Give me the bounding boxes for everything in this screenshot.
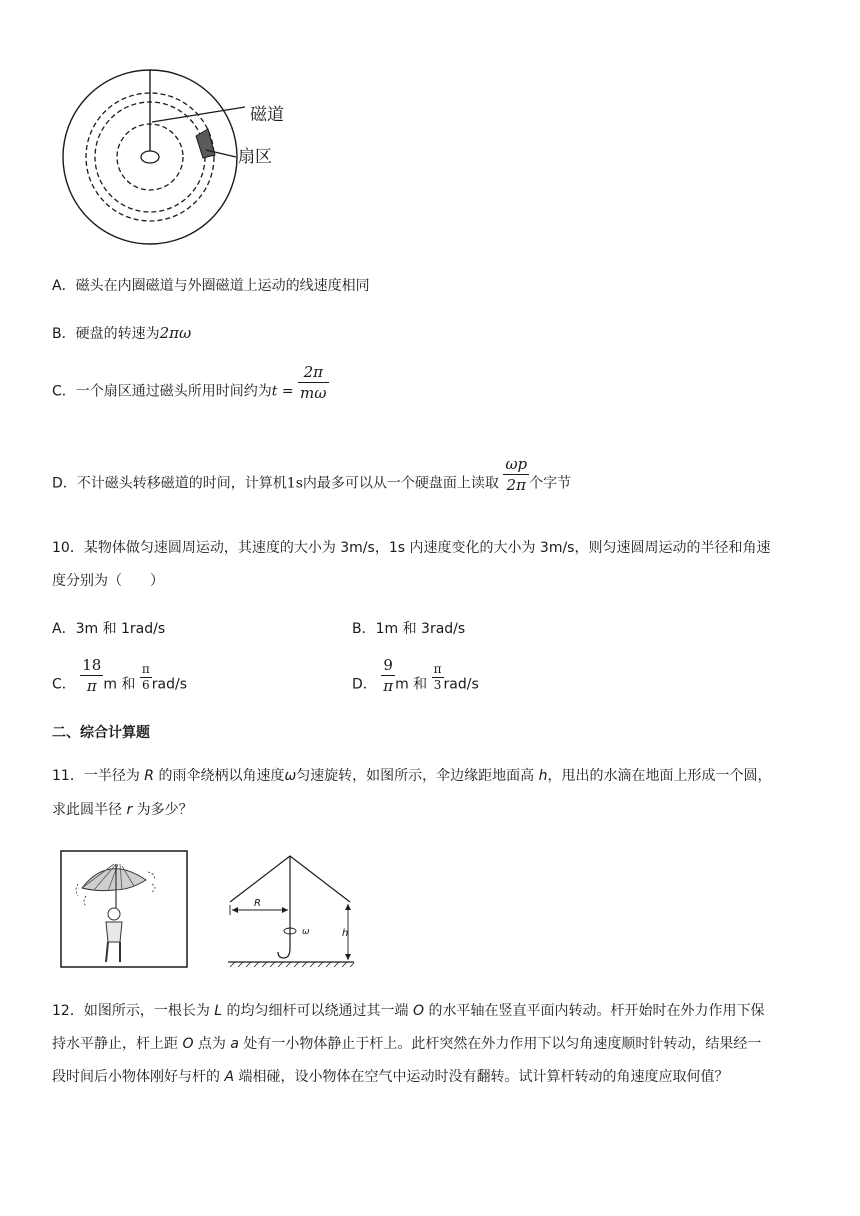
q10-option-d (352, 656, 479, 696)
q9-option-b (52, 323, 191, 344)
q9-option-d-1s: 1s (286, 475, 303, 492)
q10-c-label: C． (52, 676, 76, 693)
q12-text3: 的水平轴在竖直平面内转动。杆开始时在外力作用下保 (424, 1003, 765, 1019)
q9-c-numerator: 2π (298, 362, 328, 383)
q9-option-d-text3: 个字节 (529, 475, 572, 492)
q10-d-num1: 9 (381, 655, 395, 676)
omega-label: ω (302, 927, 310, 937)
q10-option-a: A．3m 和 1rad/s (52, 621, 166, 637)
q9-d-numerator: ωp (505, 455, 528, 473)
q9-c-denominator: mω (300, 384, 327, 402)
q11-var-r-big: R (144, 768, 154, 784)
q11-var-r: r (126, 802, 133, 818)
q12-stem-line1 (52, 1001, 764, 1021)
q12-var-l: L (214, 1003, 223, 1019)
q10-d-den2: 3 (433, 678, 442, 692)
q10-stem-line2: 度分别为（ ） (52, 573, 164, 589)
q10-c-fraction2 (140, 662, 152, 693)
q9-option-a: A．磁头在内圈磁道与外圈磁道上运动的线速度相同 (52, 278, 370, 294)
q10-c-num1: 18 (82, 656, 102, 674)
umbrella-photo (60, 850, 188, 968)
q9-option-b-text: B．硬盘的转速为 (52, 326, 160, 342)
q10-c-den1: π (86, 677, 97, 695)
q11-stem-line2 (52, 800, 193, 820)
q12-var-a-end: A (224, 1069, 235, 1085)
q11-stem-line1 (52, 766, 772, 786)
q12-text1: 12．如图所示，一根长为 (52, 1003, 215, 1019)
q10-d-fraction1 (381, 655, 395, 696)
q12-text7: 段时间后小物体刚好与杆的 (52, 1069, 225, 1085)
q12-text2: 的均匀细杆可以绕通过其一端 (222, 1003, 413, 1019)
q10-d-den1: π (383, 677, 394, 695)
q9-option-b-math: 2πω (159, 324, 192, 342)
q9-option-d-text1: D．不计磁头转移磁道的时间，计算机 (52, 475, 287, 492)
q12-var-o2: O (182, 1036, 194, 1052)
q10-option-c (52, 656, 187, 696)
q11-text2: 的雨伞绕柄以角速度 (154, 768, 285, 784)
q12-text5: 点为 (193, 1036, 231, 1052)
sector-shape (196, 129, 215, 158)
sector-label: 扇区 (238, 147, 272, 167)
q10-c-num2: π (141, 662, 150, 676)
umbrella-handle (278, 948, 290, 958)
q11-var-omega: ω (284, 768, 297, 784)
radius-label: R (254, 898, 261, 909)
q10-c-unit: rad/s (151, 676, 187, 693)
q10-stem-line1: 10．某物体做匀速圆周运动，其速度的大小为 3m/s，1s 内速度变化的大小为 3m/s，则匀速圆周运动的半径和角速 (52, 540, 771, 556)
q10-c-mid: m 和 (103, 676, 136, 693)
q9-option-d-text2: 内最多可以从一个硬盘面上读取 (302, 475, 499, 492)
height-label: h (342, 928, 349, 939)
q12-text4: 持水平静止，杆上距 (52, 1036, 183, 1052)
q10-c-fraction1 (80, 655, 103, 696)
q9-option-c-var: t = (271, 383, 294, 400)
q9-option-d-fraction (503, 454, 529, 495)
q11-text5: 求此圆半径 (52, 802, 127, 818)
umbrella-diagram (226, 848, 358, 970)
q12-stem-line2 (52, 1034, 761, 1054)
q12-text8: 端相碰，设小物体在空气中运动时没有翻转。试计算杆转动的角速度应取何值？ (234, 1069, 729, 1085)
q11-text6: 为多少？ (132, 802, 193, 818)
q10-d-num2: π (433, 662, 442, 676)
spindle-hole (141, 151, 159, 163)
section-title: 二、综合计算题 (52, 725, 150, 741)
q10-d-unit: rad/s (443, 676, 479, 693)
q11-text4: ，甩出的水滴在地面上形成一个圆， (547, 768, 772, 784)
q12-text6: 处有一小物体静止于杆上。此杆突然在外力作用下以匀角速度顺时针转动，结果经一 (238, 1036, 762, 1052)
q11-var-h: h (538, 768, 548, 784)
q10-c-den2: 6 (142, 678, 150, 692)
q10-option-b: B．1m 和 3rad/s (352, 621, 466, 637)
q9-option-c-fraction (298, 362, 328, 403)
track-leader (152, 107, 245, 122)
q12-stem-line3 (52, 1067, 728, 1087)
q11-text1: 11．一半径为 (52, 768, 145, 784)
q10-d-fraction2 (432, 662, 444, 693)
q9-d-denominator: 2π (506, 476, 526, 494)
q12-var-o: O (412, 1003, 425, 1019)
q12-var-a: a (230, 1036, 239, 1052)
track-label: 磁道 (250, 105, 284, 125)
q10-d-mid: m 和 (395, 676, 428, 693)
q10-d-label: D． (352, 676, 377, 693)
q9-option-c-text: C．一个扇区通过磁头所用时间约为 (52, 383, 272, 400)
q11-text3: 匀速旋转，如图所示，伞边缘距地面高 (296, 768, 539, 784)
hard-disk-figure (60, 62, 300, 262)
